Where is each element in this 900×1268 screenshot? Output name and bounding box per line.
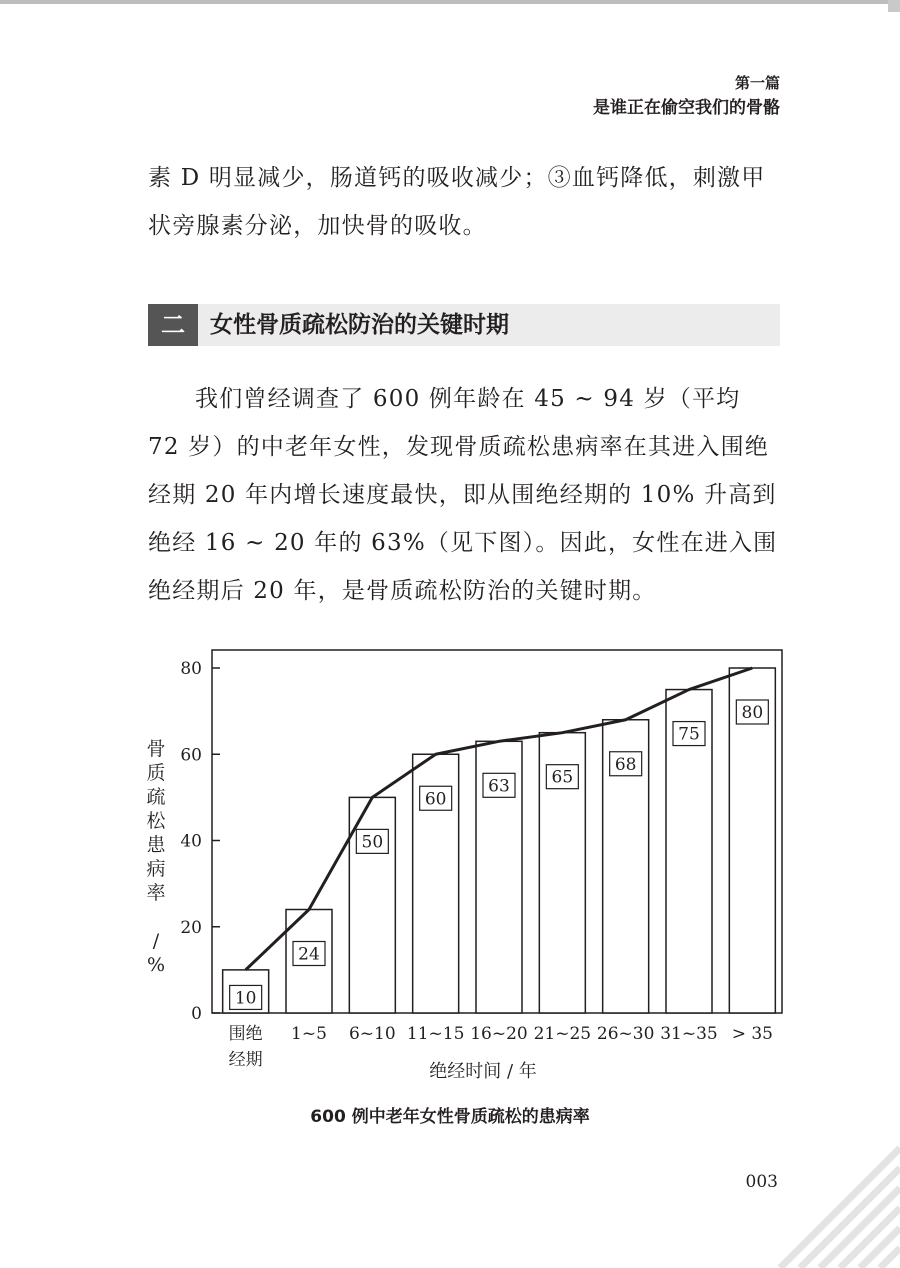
- x-tick-label: 26~30: [596, 1024, 655, 1044]
- x-tick-label: 1~5: [291, 1024, 327, 1044]
- top-rule: [0, 0, 900, 4]
- figure-caption: 600 例中老年女性骨质疏松的患病率: [310, 1107, 590, 1127]
- x-tick-label: 11~15: [406, 1024, 465, 1044]
- corner-stripes-decoration: [750, 1128, 900, 1268]
- data-label: 60: [424, 789, 447, 810]
- data-label: 10: [234, 988, 257, 1009]
- y-axis-label: 骨质疏松患病率 / %: [146, 738, 166, 976]
- x-tick-label: 31~35: [660, 1024, 718, 1044]
- data-label: 80: [741, 703, 764, 723]
- y-tick-label: 80: [180, 659, 202, 679]
- x-tick-label: 6~10: [348, 1024, 396, 1044]
- prevalence-chart: [120, 640, 800, 1090]
- data-label: 24: [298, 944, 320, 965]
- section-title: 女性骨质疏松防治的关键时期: [210, 312, 509, 338]
- data-label: 50: [361, 832, 384, 853]
- x-tick-label: 21~25: [533, 1024, 592, 1044]
- x-tick-label: > 35: [731, 1024, 773, 1044]
- data-label: 65: [551, 767, 574, 788]
- y-tick-label: 40: [180, 831, 202, 852]
- x-tick-label: 经期: [228, 1050, 263, 1070]
- running-head-title: 是谁正在偷空我们的骨骼: [593, 98, 780, 118]
- x-axis-label: 绝经时间 / 年: [429, 1061, 537, 1082]
- y-tick-label: 60: [180, 745, 202, 766]
- y-tick-label: 0: [191, 1004, 202, 1024]
- running-head: [593, 72, 780, 122]
- section-heading: [148, 304, 780, 346]
- paragraph-continued: 素 D 明显减少，肠道钙的吸收减少；③血钙降低，刺激甲状旁腺素分泌，加快骨的吸收。: [148, 165, 766, 239]
- page-number: 003: [745, 1172, 778, 1192]
- x-tick-label: 16~20: [470, 1024, 528, 1044]
- section-number: 二: [148, 304, 198, 346]
- data-label: 68: [614, 754, 637, 775]
- x-tick-label: 围绝: [228, 1024, 263, 1044]
- running-head-part: 第一篇: [734, 74, 780, 92]
- data-label: 63: [488, 776, 510, 797]
- paragraph-body: 我们曾经调查了 600 例年龄在 45 ~ 94 岁（平均 72 岁）的中老年女性，发现骨质疏松患病率在其进入围绝经期 20 年内增长速度最快，即从围绝经期的 10% 升高到绝经 16 ~ 20 年的 63%（见下图）。因此，女性在进入围绝经期后 20 年，是骨质疏松防治的关键时期。: [148, 386, 778, 604]
- y-tick-label: 20: [180, 917, 202, 938]
- corner-mark: [888, 0, 900, 12]
- data-label: 75: [678, 724, 700, 745]
